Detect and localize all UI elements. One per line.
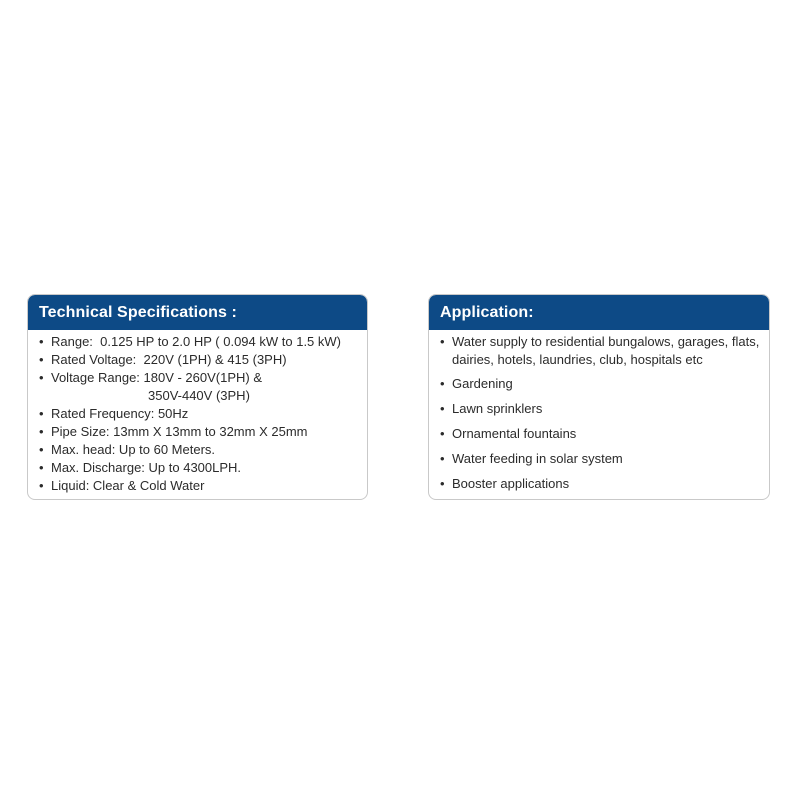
application-list bbox=[429, 330, 769, 493]
bullet-icon: • bbox=[440, 476, 445, 491]
bullet-icon: • bbox=[39, 334, 44, 349]
spec-item-max-discharge: • Max. Discharge: Up to 4300LPH. bbox=[39, 460, 242, 475]
spec-item-liquid: • Liquid: Clear & Cold Water bbox=[39, 478, 205, 493]
application-card bbox=[428, 294, 770, 500]
bullet-icon: • bbox=[39, 370, 44, 385]
application-item-water-feeding: • Water feeding in solar system bbox=[440, 451, 623, 466]
spec-item-rated-voltage: • Rated Voltage: 220V (1PH) & 415 (3PH) bbox=[39, 352, 287, 367]
bullet-icon: • bbox=[39, 406, 44, 421]
technical-specifications-title: Technical Specifications : bbox=[39, 303, 237, 321]
bullet-icon: • bbox=[39, 442, 44, 457]
spec-item-rated-frequency: • Rated Frequency: 50Hz bbox=[39, 406, 189, 421]
spec-item-voltage-range: • Voltage Range: 180V - 260V(1PH) & 350V-440V (3PH) bbox=[28, 369, 367, 405]
bullet-icon: • bbox=[39, 424, 44, 439]
specifications-list bbox=[28, 330, 367, 495]
application-title: Application: bbox=[440, 303, 534, 321]
spec-item-range: • Range: 0.125 HP to 2.0 HP ( 0.094 kW to 1.5 kW) bbox=[39, 334, 341, 349]
application-item-water-supply: • Water supply to residential bungalows, garages, flats, dairies, hotels, laundries, club, hospitals etc bbox=[440, 334, 760, 367]
bullet-icon: • bbox=[440, 451, 445, 466]
bullet-icon: • bbox=[440, 376, 445, 391]
bullet-icon: • bbox=[39, 460, 44, 475]
application-item-lawn-sprinklers: • Lawn sprinklers bbox=[440, 401, 543, 416]
bullet-icon: • bbox=[440, 426, 445, 441]
application-item-booster: • Booster applications bbox=[440, 476, 570, 491]
application-item-ornamental-fountains: • Ornamental fountains bbox=[440, 426, 577, 441]
spec-item-pipe-size: • Pipe Size: 13mm X 13mm to 32mm X 25mm bbox=[39, 424, 308, 439]
technical-specifications-card bbox=[27, 294, 368, 500]
spec-item-max-head: • Max. head: Up to 60 Meters. bbox=[39, 442, 216, 457]
bullet-icon: • bbox=[440, 334, 445, 349]
bullet-icon: • bbox=[39, 478, 44, 493]
bullet-icon: • bbox=[39, 352, 44, 367]
bullet-icon: • bbox=[440, 401, 445, 416]
application-item-gardening: • Gardening bbox=[440, 376, 513, 391]
spec-item-voltage-range-continued: 350V-440V (3PH) bbox=[148, 388, 250, 403]
technical-specifications-header bbox=[28, 295, 367, 330]
application-header bbox=[429, 295, 769, 330]
